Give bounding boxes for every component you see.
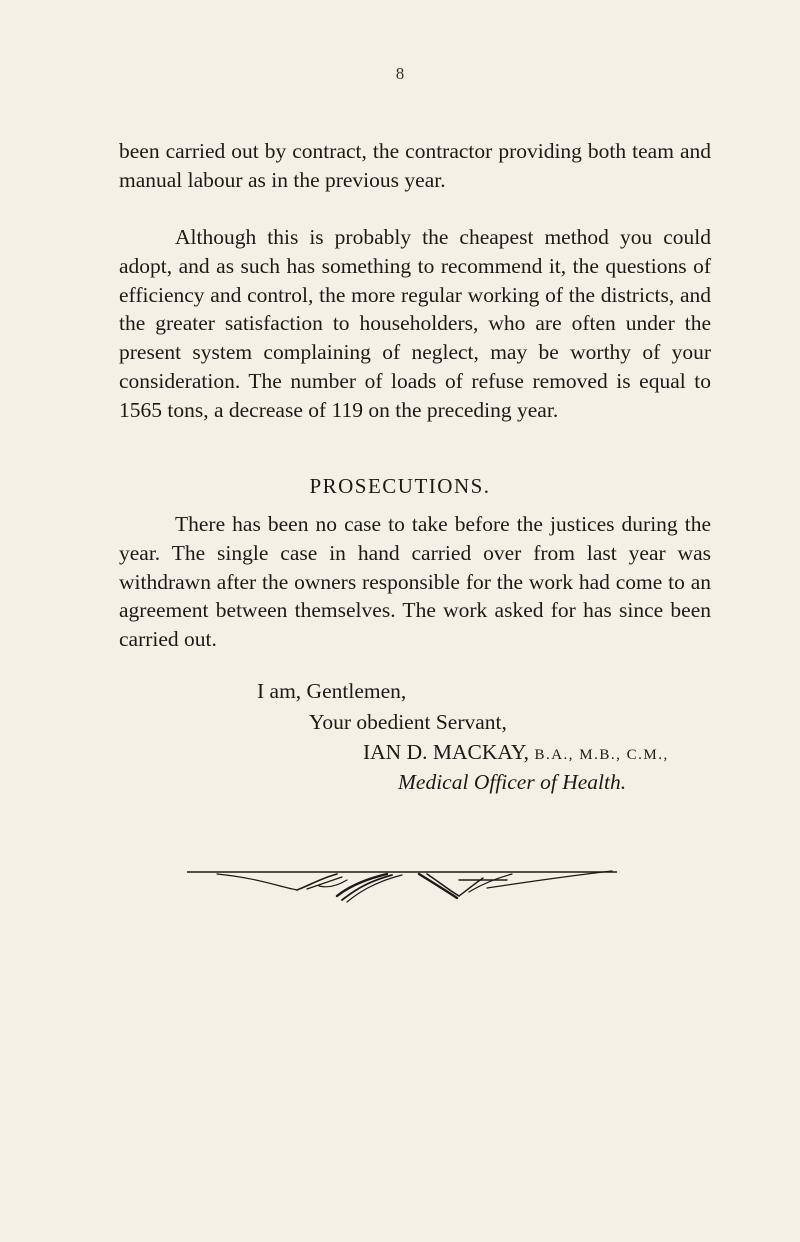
decorative-rule-icon: [187, 860, 617, 910]
signature-name: IAN D. MACKAY,: [363, 740, 530, 764]
paragraph-prosecutions: [119, 510, 711, 654]
signature-degrees: B.A., M.B., C.M.,: [534, 747, 669, 763]
signature-name-line: [363, 738, 669, 769]
paragraph-method-text: Although this is probably the cheapest method you could adopt, and as such has something to recommend it, the questions of efficiency and control, the more regular working of the districts, and the greater satisfaction to householders, who are often under the present system complaining of neglect, may be worthy of your consideration. The number of loads of refuse removed is equal to 1565 tons, a decrease of 119 on the preceding year.: [119, 225, 711, 422]
paragraph-continuation-text: been carried out by contract, the contractor providing both team and manual labour as in the previous year.: [119, 139, 711, 192]
paragraph-method: [119, 223, 711, 425]
signature-closing: Your obedient Servant,: [309, 710, 507, 734]
page-number: 8: [395, 64, 405, 83]
paragraph-prosecutions-text: There has been no case to take before the justices during the year. The single case in hand carried over from last year was withdrawn after the owners responsible for the work had come to an agreement between themselves. The work asked for has since been carried out.: [119, 512, 711, 652]
paragraph-continuation: [119, 137, 711, 195]
section-heading: PROSECUTIONS.: [309, 474, 491, 498]
signature-title: Medical Officer of Health.: [398, 770, 627, 794]
signature-greeting: I am, Gentlemen,: [257, 679, 407, 703]
